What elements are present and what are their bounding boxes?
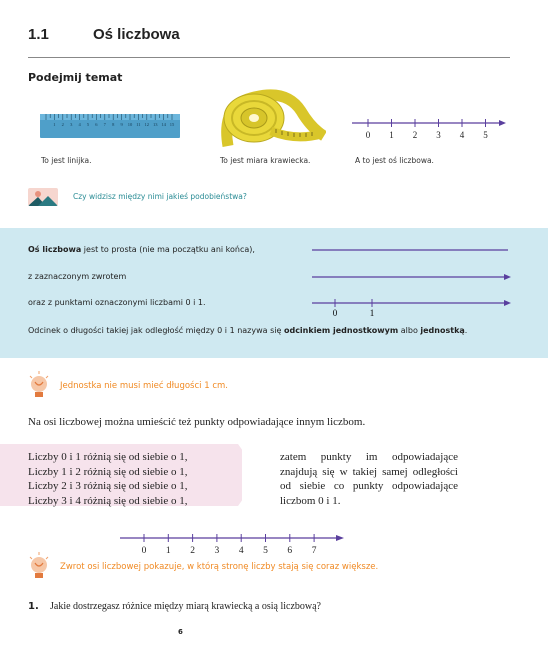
- axis-tick-label: 4: [459, 130, 465, 140]
- axis-tick-label: 6: [287, 546, 293, 556]
- landscape-icon: [28, 188, 58, 206]
- difference-line: Liczby 1 i 2 różnią się od siebie o 1,: [28, 465, 188, 478]
- ruler-number: 15: [169, 122, 175, 127]
- unit-segment-term: odcinkiem jednostkowym: [283, 326, 399, 335]
- ruler-number: 12: [144, 122, 150, 127]
- axis-tick-label: 7: [311, 546, 317, 556]
- axis-tick-label: 2: [190, 546, 195, 556]
- ruler-caption: To jest linijka.: [41, 156, 92, 165]
- axis-tick-label: 4: [238, 546, 244, 556]
- ruler-number: 11: [136, 122, 141, 127]
- intro-number-line: [350, 112, 510, 142]
- page-number: 6: [178, 628, 183, 636]
- axis-tick-label: 1: [389, 130, 394, 140]
- conclusion-text: zatem punkty im odpowiadające znajdują się w takiej samej odległości od siebie co punkty odpowiadające liczbom 0 i 1.: [280, 451, 458, 507]
- difference-line: Liczby 3 i 4 różnią się od siebie o 1,: [28, 494, 188, 507]
- definition-line-2: z zaznaczonym zwrotem: [28, 272, 127, 281]
- axis-tick-label: 5: [263, 546, 268, 556]
- tape-caption: To jest miara krawiecka.: [220, 156, 311, 165]
- definition-line-4: [28, 323, 498, 338]
- hint-direction: Zwrot osi liczbowej pokazuje, w którą stronę liczby stają się coraz większe.: [60, 562, 379, 572]
- ruler-number: 2: [61, 122, 64, 127]
- unit-term: jednostką: [420, 326, 465, 335]
- task-number: 1.: [28, 601, 39, 612]
- axis-caption: A to jest oś liczbowa.: [355, 156, 434, 165]
- ruler-number: 5: [86, 122, 90, 127]
- lightbulb-icon: [28, 370, 50, 400]
- ruler-number: 4: [78, 122, 81, 127]
- one-label: 1: [369, 308, 375, 318]
- number-line-0-7: [118, 530, 348, 556]
- definition-diagrams: [310, 243, 520, 323]
- ruler-number: 8: [112, 122, 115, 127]
- ruler-number: 14: [161, 122, 166, 127]
- lightbulb-icon: [28, 551, 50, 581]
- definition-line-4-b: albo: [398, 326, 421, 335]
- ruler-number: 10: [127, 122, 133, 127]
- hint-unit-length: Jednostka nie musi mieć długości 1 cm.: [60, 381, 228, 391]
- ruler-number: 6: [95, 122, 98, 127]
- task-text: Jakie dostrzegasz różnice między miarą krawiecką a osią liczbową?: [50, 601, 321, 612]
- ruler-number: 3: [70, 122, 73, 127]
- definition-line-3: oraz z punktami oznaczonymi liczbami 0 i 1.: [28, 298, 206, 307]
- axis-tick-label: 3: [436, 130, 441, 140]
- axis-tick-label: 0: [141, 546, 147, 556]
- ruler-number: 7: [103, 122, 106, 127]
- axis-tick-label: 2: [412, 130, 418, 140]
- ruler-number: 9: [120, 122, 123, 127]
- question-prompt: Czy widzisz między nimi jakieś podobieństwa?: [73, 192, 247, 201]
- other-numbers-sentence: Na osi liczbowej można umieścić też punkty odpowiadające innym liczbom.: [28, 416, 366, 428]
- chapter-title: Oś liczbowa: [93, 26, 180, 43]
- chapter-number: 1.1: [28, 26, 49, 43]
- definition-line-1-text: jest to prosta (nie ma początku ani końca),: [81, 245, 255, 254]
- ruler-number: 13: [152, 122, 158, 127]
- zero-label: 0: [332, 308, 338, 318]
- definition-term: Oś liczbowa: [28, 245, 82, 254]
- ruler-illustration: [40, 114, 180, 138]
- definition-line-4-a: Odcinek o długości takiej jak odległość między 0 i 1 nazywa się: [28, 326, 284, 335]
- axis-tick-label: 3: [214, 546, 220, 556]
- axis-tick-label: 5: [483, 130, 488, 140]
- axis-tick-label: 0: [365, 130, 371, 140]
- difference-line: Liczby 2 i 3 różnią się od siebie o 1,: [28, 480, 188, 492]
- difference-line: Liczby 0 i 1 różnią się od siebie o 1,: [28, 451, 188, 463]
- differences-list: [28, 450, 187, 508]
- definition-line-1: [28, 245, 255, 254]
- definition-line-4-c: .: [464, 326, 468, 335]
- section-heading: Podejmij temat: [28, 71, 123, 84]
- ruler-number: 1: [53, 122, 56, 127]
- tape-measure-illustration: [216, 86, 326, 148]
- axis-tick-label: 1: [165, 546, 171, 556]
- title-divider: [28, 57, 510, 58]
